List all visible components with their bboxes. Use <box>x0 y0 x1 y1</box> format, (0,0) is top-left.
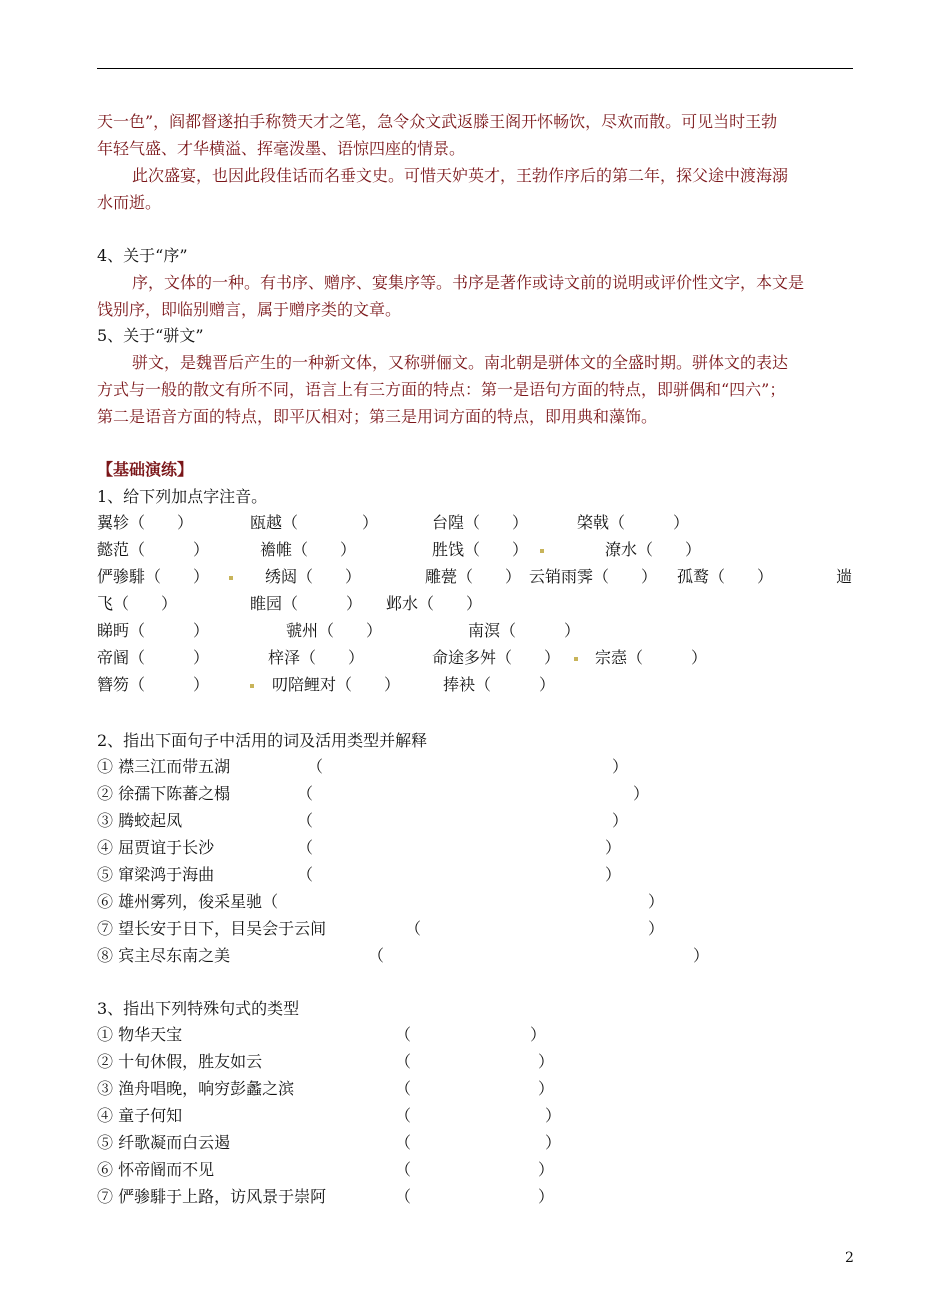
q3-item <box>97 1187 326 1209</box>
paren-open: （ <box>405 919 422 938</box>
intro-p2-line2: 水而逝。 <box>97 193 162 212</box>
section4-line2: 饯别序，即临别赠言，属于赠序类的文章。 <box>97 300 402 319</box>
paren-close: ） <box>648 892 665 911</box>
q3-text: 童子何知 <box>118 1106 183 1125</box>
q2-item <box>97 757 230 779</box>
q3-num: ③ <box>97 1079 114 1098</box>
section5-line3: 第二是语音方面的特点，即平仄相对；第三是用词方面的特点，即用典和藻饰。 <box>97 407 658 426</box>
q2-num: ⑤ <box>97 865 114 884</box>
q1-item: 绣闼（ ） <box>265 567 362 586</box>
paren-close: ） <box>530 1025 547 1044</box>
q2-item <box>97 892 278 914</box>
q1-item: 懿范（ ） <box>97 540 210 559</box>
yellow-mark <box>574 657 578 661</box>
q2-num: ③ <box>97 811 114 830</box>
paren-open: （ <box>395 1052 412 1071</box>
q1-item: 翼轸（ ） <box>97 513 194 532</box>
q2-num: ⑦ <box>97 919 114 938</box>
q2-num: ② <box>97 784 114 803</box>
q2-item <box>97 865 214 887</box>
q2-item <box>97 919 326 941</box>
paren-open: （ <box>262 892 279 911</box>
q3-text: 物华天宝 <box>118 1025 183 1044</box>
q3-item <box>97 1106 182 1128</box>
page-number: 2 <box>845 1250 854 1266</box>
q1-item: 南溟（ ） <box>468 621 581 640</box>
q1-item: 台隍（ ） <box>432 513 529 532</box>
q1-item: 云销雨霁（ ） <box>529 567 658 586</box>
q3-num: ④ <box>97 1106 114 1125</box>
q1-item: 命途多舛（ ） <box>432 648 561 667</box>
paren-close: ） <box>538 1079 555 1098</box>
section5-heading: 5、关于“骈文” <box>97 326 204 345</box>
paren-close: ） <box>538 1187 555 1206</box>
q2-text: 望长安于日下，目吴会于云间 <box>118 919 327 938</box>
paren-close: ） <box>612 811 629 830</box>
q3-num: ⑦ <box>97 1187 114 1206</box>
q1-item: 帝阍（ ） <box>97 648 210 667</box>
q2-num: ① <box>97 757 114 776</box>
paren-close: ） <box>538 1160 555 1179</box>
q3-num: ① <box>97 1025 114 1044</box>
q1-item: 瓯越（ ） <box>250 513 379 532</box>
yellow-mark <box>250 684 254 688</box>
q1-item: 虢州（ ） <box>286 621 383 640</box>
practice-title: 【基础演练】 <box>97 460 194 479</box>
section4-heading: 4、关于“序” <box>97 246 188 265</box>
section5-line2: 方式与一般的散文有所不同，语言上有三方面的特点：第一是语句方面的特点，即骈偶和“四六”； <box>97 380 786 399</box>
q3-item <box>97 1160 214 1182</box>
paren-close: ） <box>605 865 622 884</box>
header-rule <box>97 68 853 69</box>
paren-close: ） <box>648 919 665 938</box>
yellow-mark <box>540 549 544 553</box>
q3-item <box>97 1052 262 1074</box>
q1-item: 睇眄（ ） <box>97 621 210 640</box>
paren-open: （ <box>307 757 324 776</box>
q1-item: 宗悫（ ） <box>595 648 708 667</box>
paren-open: （ <box>395 1025 412 1044</box>
q3-item <box>97 1133 230 1155</box>
paren-open: （ <box>368 946 385 965</box>
q1-item: 遄 <box>836 567 853 586</box>
q1-item: 雕甍（ ） <box>425 567 522 586</box>
paren-close: ） <box>538 1052 555 1071</box>
q3-num: ② <box>97 1052 114 1071</box>
q2-item <box>97 946 230 968</box>
q1-item: 簪笏（ ） <box>97 675 210 694</box>
paren-open: （ <box>395 1160 412 1179</box>
paren-open: （ <box>297 838 314 857</box>
q3-text: 纤歌凝而白云遏 <box>118 1133 231 1152</box>
q1-item: 胜饯（ ） <box>432 540 529 559</box>
q2-item <box>97 784 230 806</box>
paren-close: ） <box>605 838 622 857</box>
q2-num: ④ <box>97 838 114 857</box>
q1-item: 飞（ ） <box>97 594 178 613</box>
intro-p1-line2: 年轻气盛、才华横溢、挥毫泼墨、语惊四座的情景。 <box>97 139 466 158</box>
q3-num: ⑤ <box>97 1133 114 1152</box>
paren-close: ） <box>612 757 629 776</box>
q2-num: ⑧ <box>97 946 114 965</box>
q1-item: 梓泽（ ） <box>268 648 365 667</box>
paren-open: （ <box>395 1133 412 1152</box>
q3-text: 十旬休假，胜友如云 <box>118 1052 263 1071</box>
yellow-mark <box>229 576 233 580</box>
paren-open: （ <box>395 1187 412 1206</box>
intro-p2-line1: 此次盛宴，也因此段佳话而名垂文史。可惜天妒英才，王勃作序后的第二年，探父途中渡海溺 <box>132 166 789 185</box>
paren-close: ） <box>545 1133 562 1152</box>
paren-open: （ <box>297 865 314 884</box>
q2-text: 徐孺下陈蕃之榻 <box>118 784 231 803</box>
q3-item <box>97 1025 182 1047</box>
paren-open: （ <box>297 784 314 803</box>
q2-item <box>97 838 214 860</box>
paren-open: （ <box>297 811 314 830</box>
q1-item: 俨骖騑（ ） <box>97 567 210 586</box>
q2-text: 腾蛟起凤 <box>118 811 183 830</box>
section5-line1: 骈文，是魏晋后产生的一种新文体，又称骈俪文。南北朝是骈体文的全盛时期。骈体文的表达 <box>132 353 789 372</box>
paren-close: ） <box>633 784 650 803</box>
paren-close: ） <box>545 1106 562 1125</box>
q1-item: 棨戟（ ） <box>577 513 690 532</box>
q1-item: 邺水（ ） <box>386 594 483 613</box>
q1-title: 1、给下列加点字注音。 <box>97 487 268 506</box>
q2-text: 襟三江而带五湖 <box>118 757 231 776</box>
q3-text: 俨骖騑于上路，访风景于崇阿 <box>118 1187 327 1206</box>
q2-text: 窜梁鸿于海曲 <box>118 865 215 884</box>
section4-line1: 序，文体的一种。有书序、赠序、宴集序等。书序是著作或诗文前的说明或评价性文字，本文是 <box>132 273 805 292</box>
paren-open: （ <box>395 1079 412 1098</box>
q2-num: ⑥ <box>97 892 114 911</box>
q3-num: ⑥ <box>97 1160 114 1179</box>
q1-item: 襜帷（ ） <box>260 540 357 559</box>
q1-item: 睢园（ ） <box>250 594 363 613</box>
q2-text: 宾主尽东南之美 <box>118 946 231 965</box>
q1-item: 叨陪鲤对（ ） <box>272 675 401 694</box>
q3-item <box>97 1079 294 1101</box>
q1-item: 捧袂（ ） <box>443 675 556 694</box>
q3-text: 怀帝阍而不见 <box>118 1160 215 1179</box>
q3-title: 3、指出下列特殊句式的类型 <box>97 999 300 1018</box>
q1-item: 孤鹜（ ） <box>677 567 774 586</box>
paren-close: ） <box>693 946 710 965</box>
q2-title: 2、指出下面句子中活用的词及活用类型并解释 <box>97 731 428 750</box>
q1-item: 潦水（ ） <box>605 540 702 559</box>
q3-text: 渔舟唱晚，响穷彭蠡之滨 <box>118 1079 295 1098</box>
intro-p1-line1: 天一色”，阎都督遂拍手称赞天才之笔，急令众文武返滕王阁开怀畅饮，尽欢而散。可见当时王勃 <box>97 112 778 131</box>
q2-text: 屈贾谊于长沙 <box>118 838 215 857</box>
paren-open: （ <box>395 1106 412 1125</box>
q2-item <box>97 811 182 833</box>
q2-text: 雄州雾列，俊采星驰 <box>118 892 263 911</box>
